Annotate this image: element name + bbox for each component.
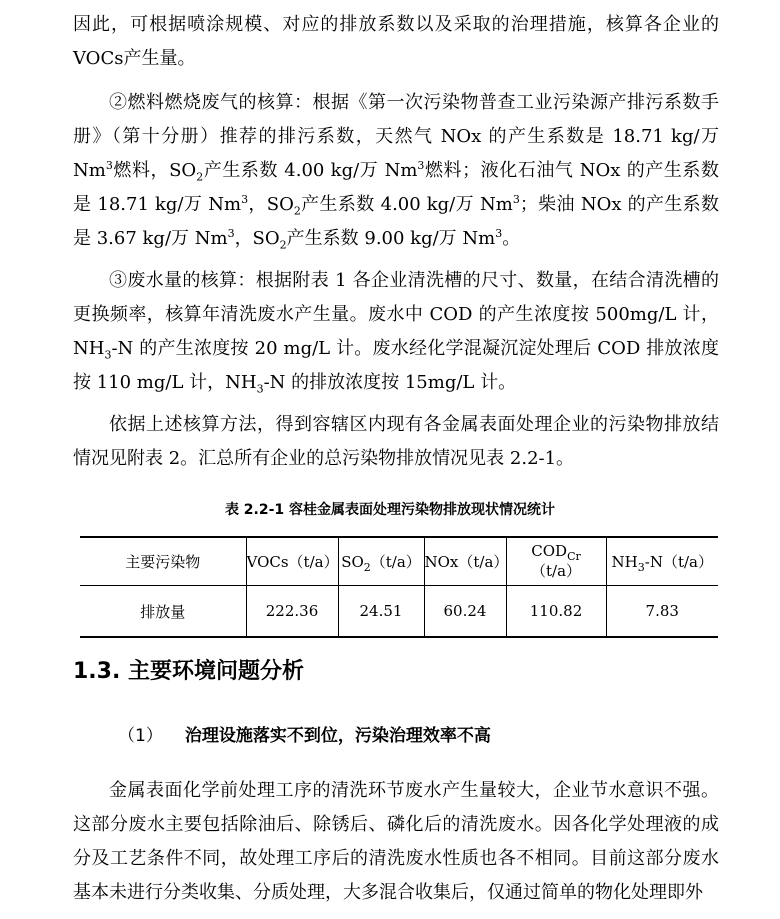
row-label: 排放量 [80, 586, 246, 638]
section-heading: 1.3. 主要环境问题分析 [73, 659, 304, 684]
superscript: 3 [241, 193, 249, 206]
superscript: 3 [227, 227, 235, 240]
paragraph-summary: 依据上述核算方法，得到容辖区内现有各金属表面处理企业的污染物排放结情况见附表 2。汇总所有企业的总污染物排放情况见表 2.2-1。 [73, 414, 719, 469]
header-text: -N（t/a） [644, 553, 713, 571]
subscript: 2 [363, 561, 371, 574]
subscript: 3 [637, 561, 645, 574]
header-vocs: VOCs（t/a） [246, 537, 338, 586]
subsection-number: （1） [118, 726, 163, 746]
cell-vocs: 222.36 [246, 586, 338, 638]
header-text: SO [341, 553, 364, 571]
text-fragment: 产生系数 9.00 kg/万 Nm [286, 228, 496, 249]
table-row [80, 586, 718, 638]
paragraph-fuel-combustion [73, 86, 719, 256]
text-fragment: ，SO [234, 228, 280, 249]
text-fragment: 。 [502, 228, 521, 249]
superscript: 3 [417, 159, 425, 172]
table-caption: 表 2.2-1 容桂金属表面处理污染物排放现状情况统计 [224, 502, 556, 518]
header-pollutant: 主要污染物 [80, 537, 246, 586]
header-cod [506, 537, 606, 586]
subscript: 2 [196, 170, 204, 184]
cell-nh3n: 7.83 [606, 586, 718, 638]
pollutant-table [80, 536, 718, 638]
subscript: 2 [293, 204, 301, 218]
cell-so2: 24.51 [338, 586, 424, 638]
superscript: 3 [495, 227, 503, 240]
paragraph-vocs-intro: 因此，可根据喷涂规模、对应的排放系数以及采取的治理措施，核算各企业的VOCs产生量。 [73, 14, 719, 69]
superscript: 3 [512, 193, 520, 206]
superscript: 3 [105, 159, 113, 172]
header-text: NH [611, 553, 638, 571]
header-nox: NOx（t/a） [424, 537, 506, 586]
table-header-row [80, 537, 718, 586]
subscript: 2 [279, 238, 287, 252]
text-fragment: -N 的排放浓度按 15mg/L 计。 [263, 372, 517, 393]
text-fragment: 产生系数 4.00 kg/万 Nm [203, 160, 418, 181]
text-fragment: 燃料；液化石油气 NOx 的产生系数是 18.71 kg/万 Nm [73, 160, 719, 215]
text-fragment: -N 的产生浓度按 20 mg/L 计。废水经化学混凝沉淀处理后 COD 排放浓度按 110 mg/L 计，NH [73, 338, 719, 393]
cell-cod: 110.82 [506, 586, 606, 638]
paragraph-wastewater [73, 264, 719, 400]
subscript: Cr [567, 550, 581, 563]
text-fragment: ，SO [248, 194, 294, 215]
cell-nox: 60.24 [424, 586, 506, 638]
subsection-heading [118, 720, 491, 752]
subsection-title: 治理设施落实不到位，污染治理效率不高 [184, 726, 491, 746]
subscript: 3 [104, 348, 112, 362]
header-text: （t/a） [530, 562, 582, 580]
text-fragment: ；柴油 NOx 的产生系数是 3.67 kg/万 Nm [73, 194, 720, 249]
text-fragment: ②燃料燃烧废气的核算：根据《第一次污染物普查工业污染源产排污系数手册》（第十分册）推荐的排污系数，天然气 NOx 的产生系数是 18.71 kg/万 Nm [73, 92, 719, 181]
text-fragment: 燃料，SO [112, 160, 197, 181]
paragraph-issue-body: 金属表面化学前处理工序的清洗环节废水产生量较大，企业节水意识不强。这部分废水主要包括除油后、除锈后、磷化后的清洗废水。因各化学处理液的成分及工艺条件不同，故处理工序后的清洗废水性质也各不相同。目前这部分废水基本未进行分类收集、分质处理，大多混合收集后，仅通过简单的物化处理即外 [73, 780, 719, 903]
header-text: COD [531, 542, 568, 560]
header-text: （t/a） [370, 553, 421, 571]
header-nh3n [606, 537, 718, 586]
header-so2 [338, 537, 424, 586]
subscript: 3 [256, 382, 264, 396]
text-fragment: 产生系数 4.00 kg/万 Nm [300, 194, 513, 215]
text-fragment: ③废水量的核算：根据附表 1 各企业清洗槽的尺寸、数量，在结合清洗槽的更换频率，核算年清洗废水产生量。废水中 COD 的产生浓度按 500mg/L 计，NH [73, 270, 719, 359]
